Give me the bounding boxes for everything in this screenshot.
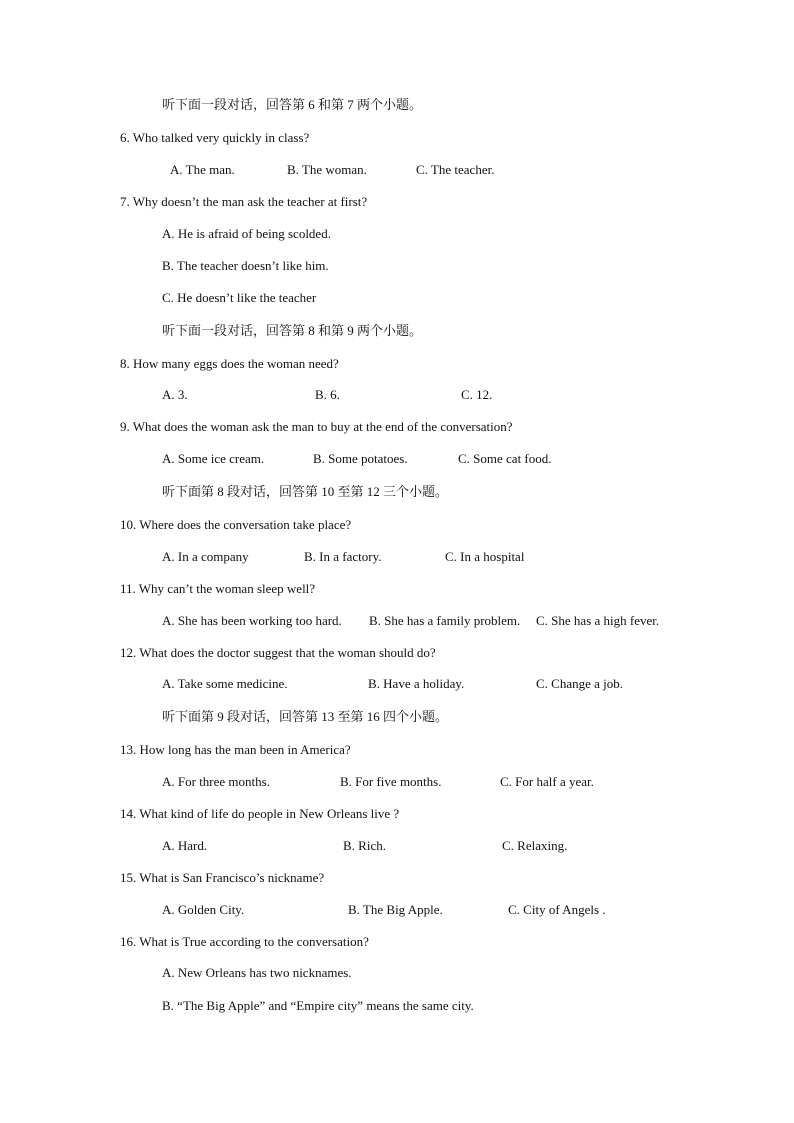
q7-option-a: A. He is afraid of being scolded. (162, 226, 331, 241)
question-9: 9. What does the woman ask the man to buy at the end of the conversation? (120, 419, 513, 434)
question-12: 12. What does the doctor suggest that the woman should do? (120, 645, 436, 660)
q8-option-b: B. 6. (315, 387, 340, 402)
question-7: 7. Why doesn’t the man ask the teacher at first? (120, 194, 368, 209)
question-13: 13. How long has the man been in America? (120, 742, 351, 757)
section-instruction: 听下面一段对话，回答第 8 和第 9 两个小题。 (162, 323, 423, 338)
q9-option-a: A. Some ice cream. (162, 451, 265, 466)
section-instruction: 听下面一段对话，回答第 6 和第 7 两个小题。 (162, 97, 423, 112)
question-6: 6. Who talked very quickly in class? (120, 130, 310, 145)
q12-option-c: C. Change a job. (536, 676, 624, 691)
q8-option-c: C. 12. (461, 387, 493, 402)
q12-option-a: A. Take some medicine. (162, 676, 288, 691)
q11-option-a: A. She has been working too hard. (162, 613, 342, 628)
question-11: 11. Why can’t the woman sleep well? (120, 581, 316, 596)
q11-option-b: B. She has a family problem. (369, 613, 521, 628)
q8-option-a: A. 3. (162, 387, 188, 402)
question-8: 8. How many eggs does the woman need? (120, 356, 339, 371)
q6-option-c: C. The teacher. (416, 162, 495, 177)
q6-option-b: B. The woman. (287, 162, 367, 177)
q10-option-c: C. In a hospital (445, 549, 525, 564)
question-10: 10. Where does the conversation take place? (120, 517, 352, 532)
q15-option-c: C. City of Angels . (508, 902, 606, 917)
q13-option-b: B. For five months. (340, 774, 442, 789)
q15-option-a: A. Golden City. (162, 902, 245, 917)
q14-option-c: C. Relaxing. (502, 838, 568, 853)
q15-option-b: B. The Big Apple. (348, 902, 443, 917)
q7-option-b: B. The teacher doesn’t like him. (162, 258, 329, 273)
question-14: 14. What kind of life do people in New Orleans live ? (120, 806, 400, 821)
q12-option-b: B. Have a holiday. (368, 676, 465, 691)
question-15: 15. What is San Francisco’s nickname? (120, 870, 325, 885)
q14-option-b: B. Rich. (343, 838, 386, 853)
q14-option-a: A. Hard. (162, 838, 208, 853)
q10-option-a: A. In a company (162, 549, 249, 564)
q13-option-c: C. For half a year. (500, 774, 594, 789)
section-instruction: 听下面第 8 段对话，回答第 10 至第 12 三个小题。 (162, 484, 449, 499)
q16-option-a: A. New Orleans has two nicknames. (162, 965, 352, 980)
q9-option-b: B. Some potatoes. (313, 451, 408, 466)
section-instruction: 听下面第 9 段对话，回答第 13 至第 16 四个小题。 (162, 709, 449, 724)
q16-option-b: B. “The Big Apple” and “Empire city” means the same city. (162, 998, 474, 1013)
q9-option-c: C. Some cat food. (458, 451, 552, 466)
q11-option-c: C. She has a high fever. (536, 613, 660, 628)
question-16: 16. What is True according to the conversation? (120, 934, 369, 949)
q13-option-a: A. For three months. (162, 774, 270, 789)
q10-option-b: B. In a factory. (304, 549, 382, 564)
q7-option-c: C. He doesn’t like the teacher (162, 290, 317, 305)
q6-option-a: A. The man. (170, 162, 235, 177)
